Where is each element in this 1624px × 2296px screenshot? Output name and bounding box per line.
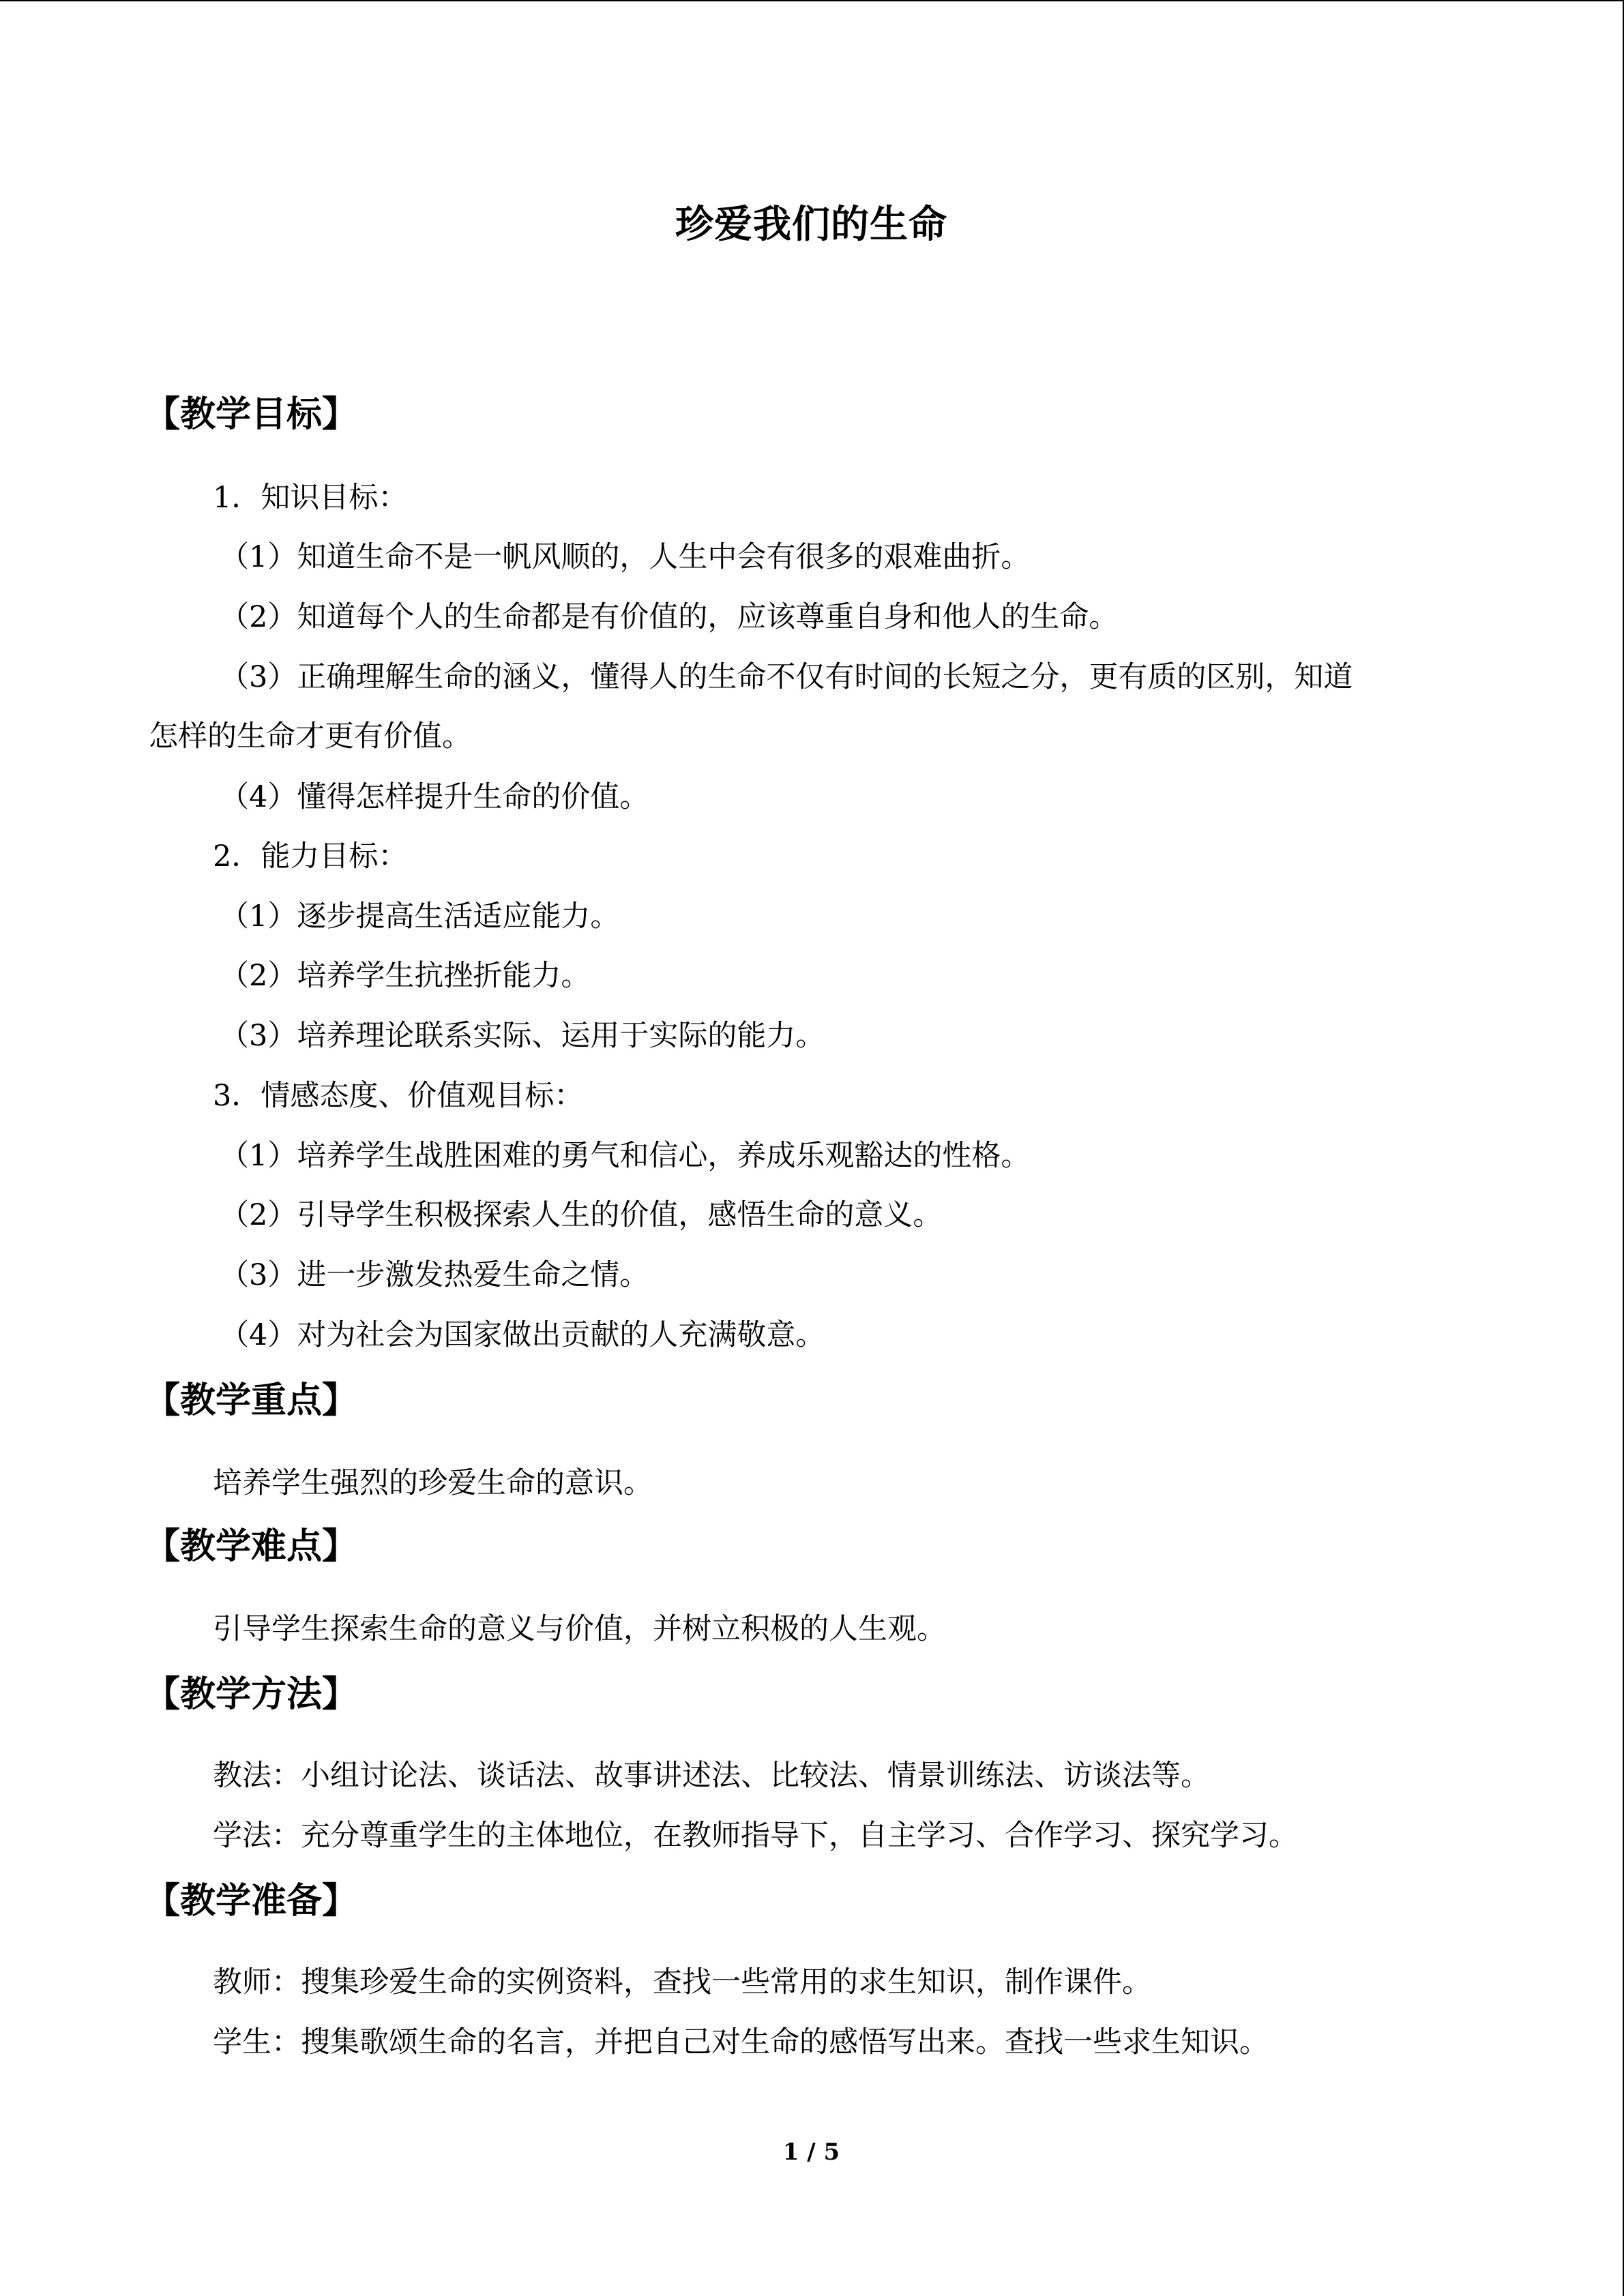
preparation-heading: 【教学准备】	[145, 1881, 358, 1922]
emotion-objective-4: （4）对为社会为国家做出贡献的人充满敬意。	[220, 1318, 825, 1352]
emotion-objective-2: （2）引导学生积极探索人生的价值，感悟生命的意义。	[220, 1198, 943, 1232]
knowledge-objective-4: （4）懂得怎样提升生命的价值。	[220, 780, 649, 814]
learning-method-text: 学法：充分尊重学生的主体地位，在教师指导下，自主学习、合作学习、探究学习。	[213, 1819, 1298, 1853]
objectives-heading: 【教学目标】	[145, 394, 358, 435]
teacher-preparation-text: 教师：搜集珍爱生命的实例资料，查找一些常用的求生知识，制作课件。	[213, 1965, 1151, 1999]
difficulties-heading: 【教学难点】	[145, 1526, 358, 1567]
student-preparation-text: 学生：搜集歌颂生命的名言，并把自己对生命的感悟写出来。查找一些求生知识。	[213, 2025, 1269, 2059]
page-number: 1 / 5	[782, 2138, 840, 2166]
ability-objective-2: （2）培养学生抗挫折能力。	[220, 959, 591, 993]
emotion-objective-3: （3）进一步激发热爱生命之情。	[220, 1258, 649, 1292]
knowledge-objective-3: （3）正确理解生命的涵义，懂得人的生命不仅有时间的长短之分，更有质的区别，知道	[220, 660, 1353, 694]
knowledge-objective-3-continued: 怎样的生命才更有价值。	[149, 719, 471, 754]
difficulties-text: 引导学生探索生命的意义与价值，并树立积极的人生观。	[213, 1612, 946, 1646]
emotion-objective-1: （1）培养学生战胜困难的勇气和信心，养成乐观豁达的性格。	[220, 1139, 1031, 1173]
ability-objectives-label: 2．能力目标：	[213, 839, 408, 874]
methods-heading: 【教学方法】	[145, 1674, 358, 1715]
knowledge-objective-1: （1）知道生命不是一帆风顺的，人生中会有很多的艰难曲折。	[220, 540, 1031, 574]
knowledge-objective-2: （2）知道每个人的生命都是有价值的，应该尊重自身和他人的生命。	[220, 600, 1119, 634]
knowledge-objectives-label: 1．知识目标：	[213, 481, 408, 515]
ability-objective-1: （1）逐步提高生活适应能力。	[220, 899, 620, 934]
teaching-method-text: 教法：小组讨论法、谈话法、故事讲述法、比较法、情景训练法、访谈法等。	[213, 1759, 1210, 1793]
key-points-heading: 【教学重点】	[145, 1380, 358, 1421]
emotion-objectives-label: 3．情感态度、价值观目标：	[213, 1079, 584, 1113]
page-title: 珍爱我们的生命	[675, 203, 947, 247]
ability-objective-3: （3）培养理论联系实际、运用于实际的能力。	[220, 1019, 825, 1053]
key-points-text: 培养学生强烈的珍爱生命的意识。	[213, 1466, 653, 1500]
